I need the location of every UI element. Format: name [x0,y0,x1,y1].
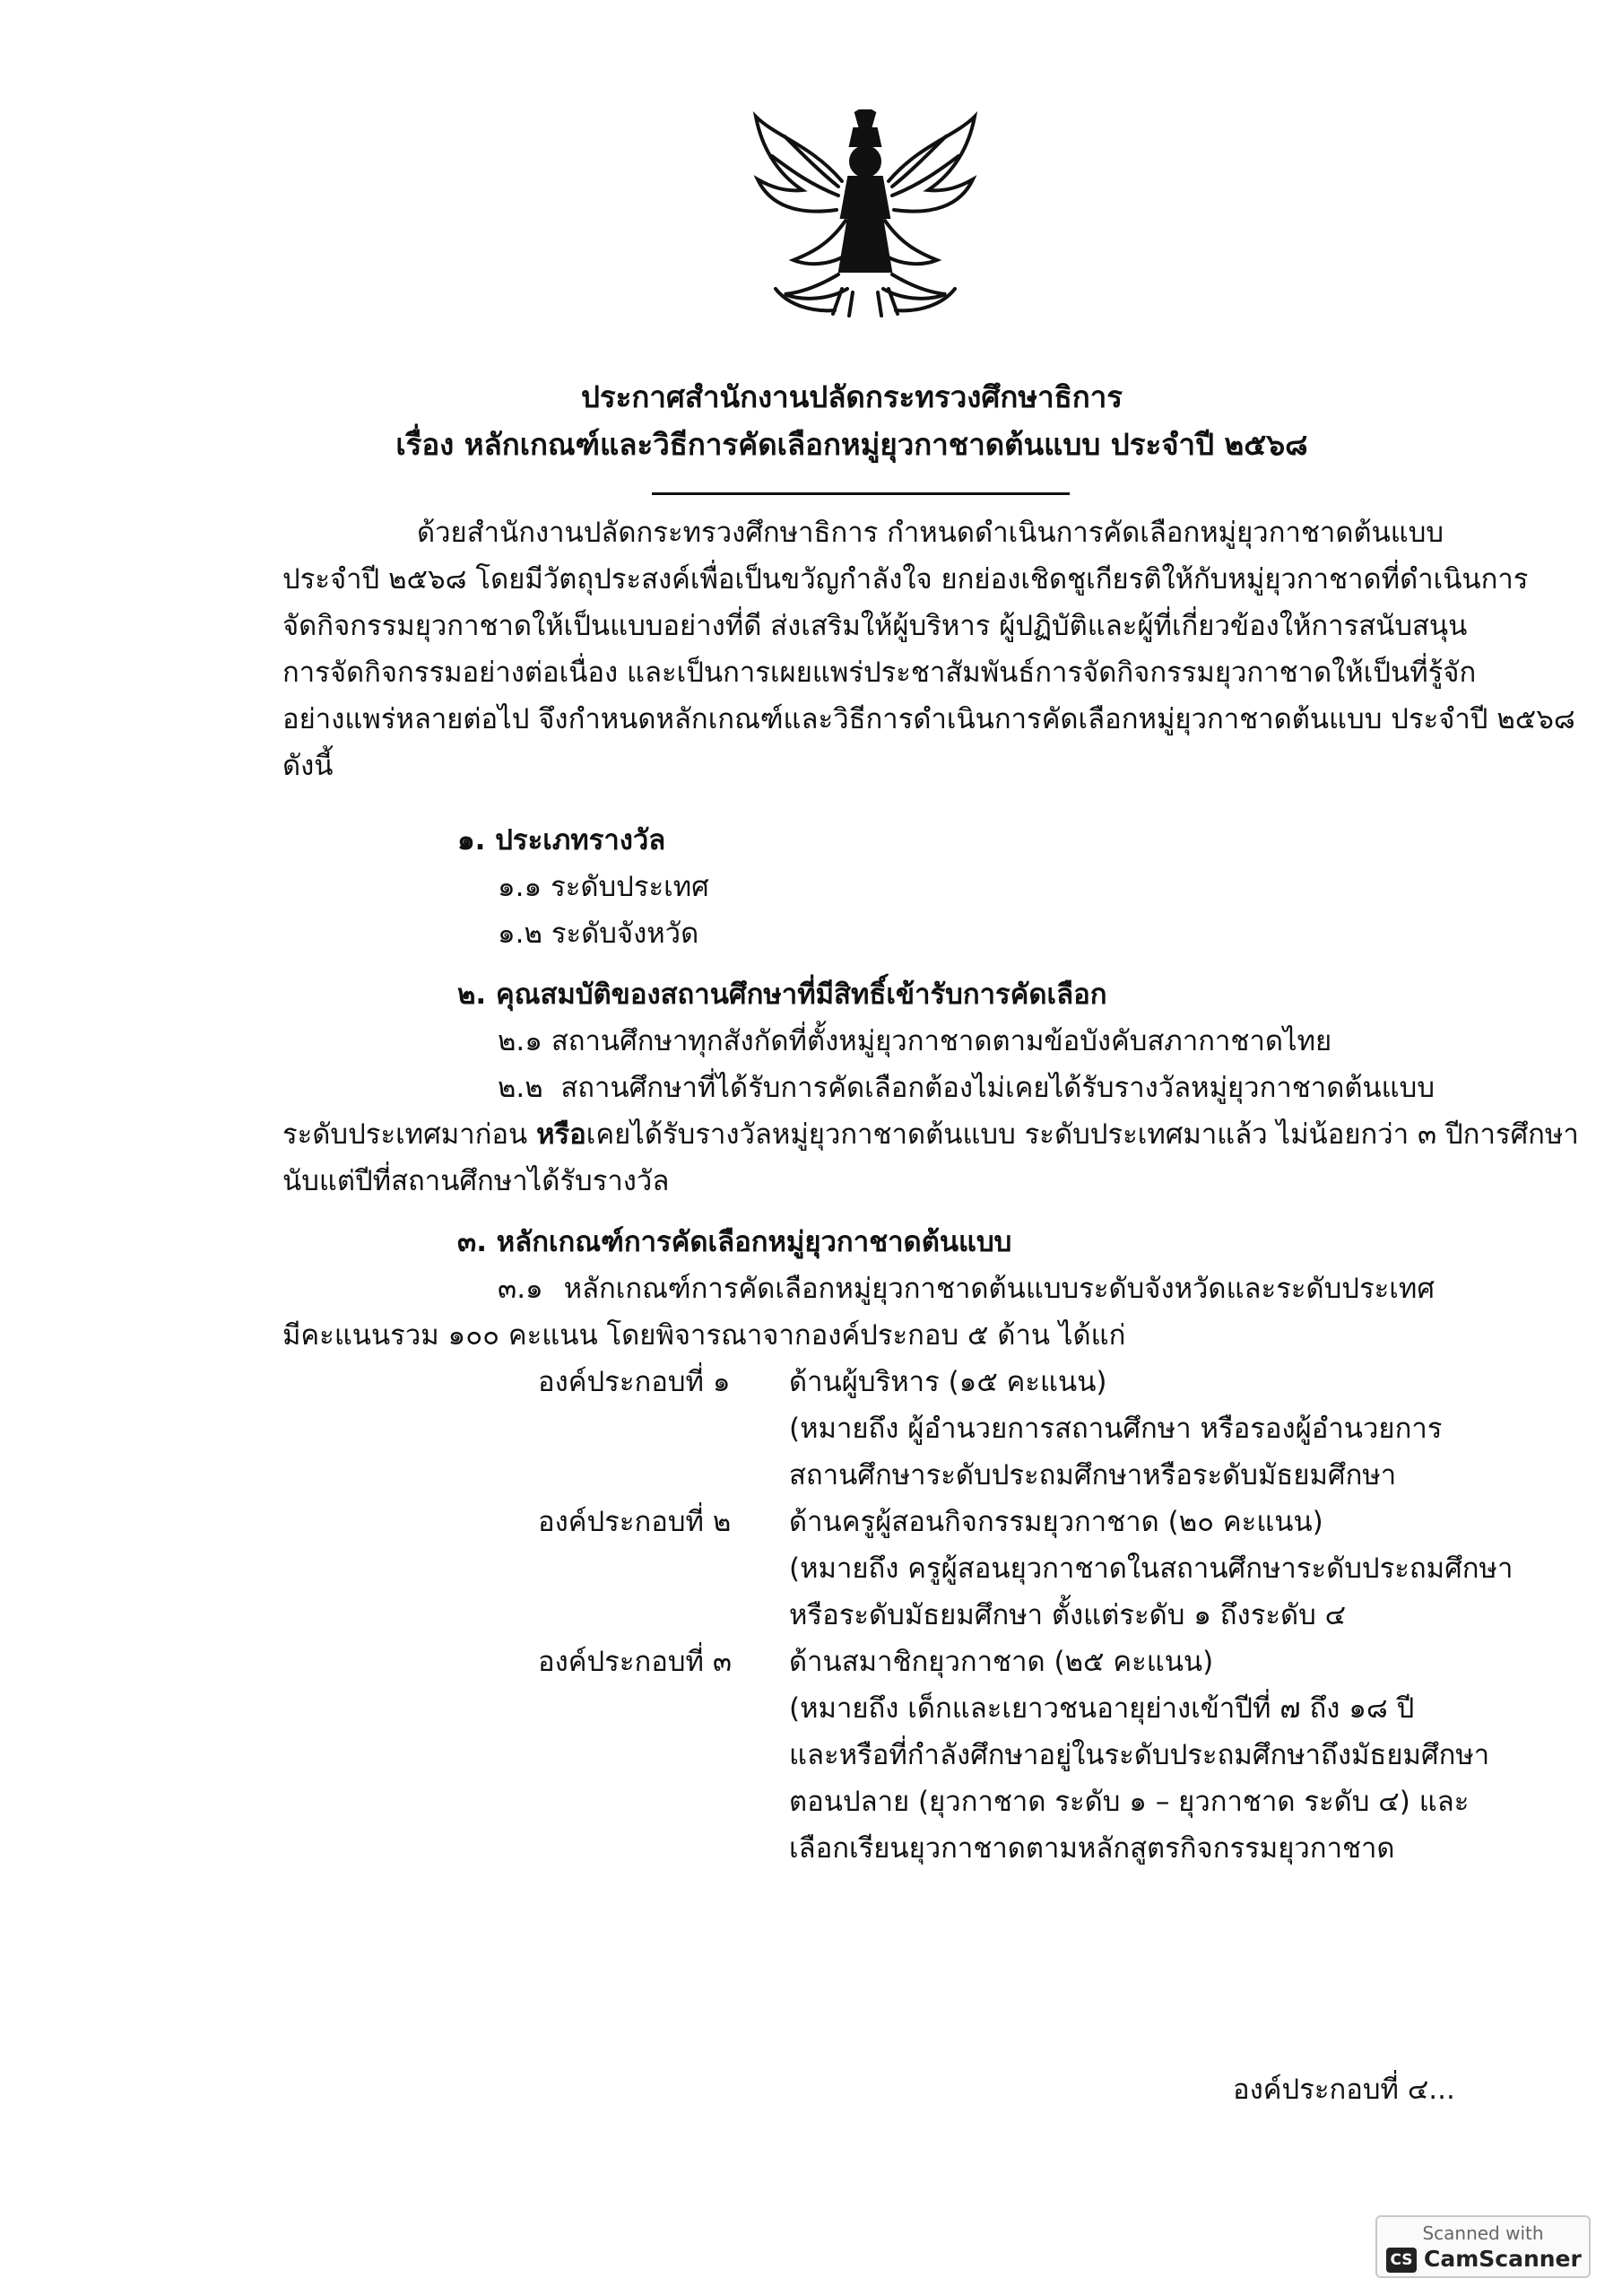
title-divider [652,492,1070,495]
section-2-item-continued: นับแต่ปีที่สถานศึกษาได้รับรางวัล [282,1165,670,1197]
section-2-item: ๒.๑ สถานศึกษาทุกสังกัดที่ตั้งหมู่ยุวกาชาดตามข้อบังคับสภากาชาดไทย [498,1025,1332,1057]
component-line: (หมายถึง ผู้อำนวยการสถานศึกษา หรือรองผู้อำนวยการ [789,1413,1443,1445]
intro-line: ประจำปี ๒๕๖๘ โดยมีวัตถุประสงค์เพื่อเป็นขวัญกำลังใจ ยกย่องเชิดชูเกียรติให้กับหมู่ยุวกาชาดที่ดำเนินการ [282,563,1529,596]
text-run: เคยได้รับรางวัลหมู่ยุวกาชาดต้นแบบ ระดับประเทศมาแล้ว ไม่น้อยกว่า ๓ ปีการศึกษา [585,1118,1579,1151]
watermark-brand: CamScanner [1424,2246,1582,2272]
camscanner-logo-icon: CS [1386,2248,1417,2273]
continuation-text: องค์ประกอบที่ ๔... [1233,2074,1455,2106]
component-label: องค์ประกอบที่ ๑ [538,1366,731,1398]
watermark-caption: Scanned with [1422,2222,1544,2244]
document-subject: เรื่อง หลักเกณฑ์และวิธีการคัดเลือกหมู่ยุวกาชาดต้นแบบ ประจำปี ๒๕๖๘ [395,427,1308,462]
emphasis-text: หรือ [536,1118,586,1151]
intro-line: การจัดกิจกรรมอย่างต่อเนื่อง และเป็นการเผยแพร่ประชาสัมพันธ์การจัดกิจกรรมยุวกาชาดให้เป็นที่รู้จัก [282,657,1477,689]
component-line: และหรือที่กำลังศึกษาอยู่ในระดับประถมศึกษาถึงมัธยมศึกษา [789,1739,1490,1771]
component-line: สถานศึกษาระดับประถมศึกษาหรือระดับมัธยมศึกษา [789,1459,1397,1492]
document-title: ประกาศสำนักงานปลัดกระทรวงศึกษาธิการ [580,379,1123,414]
component-line: หรือระดับมัธยมศึกษา ตั้งแต่ระดับ ๑ ถึงระดับ ๔ [789,1599,1347,1631]
section-2-item: ๒.๒ สถานศึกษาที่ได้รับการคัดเลือกต้องไม่เคยได้รับรางวัลหมู่ยุวกาชาดต้นแบบ [498,1072,1435,1104]
camscanner-watermark [1375,2215,1591,2278]
text-run: ระดับประเทศมาก่อน [282,1118,528,1151]
component-line: (หมายถึง ครูผู้สอนยุวกาชาดในสถานศึกษาระดับประถมศึกษา [789,1552,1514,1585]
component-line: ตอนปลาย (ยุวกาชาด ระดับ ๑ – ยุวกาชาด ระดับ ๔) และ [789,1786,1470,1818]
component-line: เลือกเรียนยุวกาชาดตามหลักสูตรกิจกรรมยุวกาชาด [789,1832,1395,1865]
section-3-item: ๓.๑ หลักเกณฑ์การคัดเลือกหมู่ยุวกาชาดต้นแบบระดับจังหวัดและระดับประเทศ [498,1273,1435,1305]
section-2-heading: ๒. คุณสมบัติของสถานศึกษาที่มีสิทธิ์เข้ารับการคัดเลือก [457,978,1107,1011]
component-label: องค์ประกอบที่ ๓ [538,1646,733,1678]
section-2-item-continued [282,1112,1579,1157]
section-1-item: ๑.๒ ระดับจังหวัด [498,918,699,950]
component-label: องค์ประกอบที่ ๒ [538,1506,732,1538]
section-3-item-continued: มีคะแนนรวม ๑๐๐ คะแนน โดยพิจารณาจากองค์ประกอบ ๕ ด้าน ได้แก่ [282,1319,1126,1352]
garuda-emblem-icon [749,109,982,317]
section-1-heading: ๑. ประเภทรางวัล [457,824,666,857]
intro-line: ด้วยสำนักงานปลัดกระทรวงศึกษาธิการ กำหนดดำเนินการคัดเลือกหมู่ยุวกาชาดต้นแบบ [417,517,1444,549]
component-line: (หมายถึง เด็กและเยาวชนอายุย่างเข้าปีที่ ๗ ถึง ๑๘ ปี [789,1692,1415,1725]
section-1-item: ๑.๑ ระดับประเทศ [498,871,709,903]
intro-line: ดังนี้ [282,750,334,782]
component-line: ด้านครูผู้สอนกิจกรรมยุวกาชาด (๒๐ คะแนน) [789,1506,1323,1538]
intro-line: จัดกิจกรรมยุวกาชาดให้เป็นแบบอย่างที่ดี ส่งเสริมให้ผู้บริหาร ผู้ปฏิบัติและผู้ที่เกี่ยวข้องให้การสนับสนุน [282,610,1468,642]
component-line: ด้านผู้บริหาร (๑๕ คะแนน) [789,1366,1107,1398]
section-3-heading: ๓. หลักเกณฑ์การคัดเลือกหมู่ยุวกาชาดต้นแบบ [457,1226,1012,1258]
intro-line: อย่างแพร่หลายต่อไป จึงกำหนดหลักเกณฑ์และวิธีการดำเนินการคัดเลือกหมู่ยุวกาชาดต้นแบบ ประจำปี ๒๕๖๘ [282,703,1575,735]
component-line: ด้านสมาชิกยุวกาชาด (๒๕ คะแนน) [789,1646,1214,1678]
